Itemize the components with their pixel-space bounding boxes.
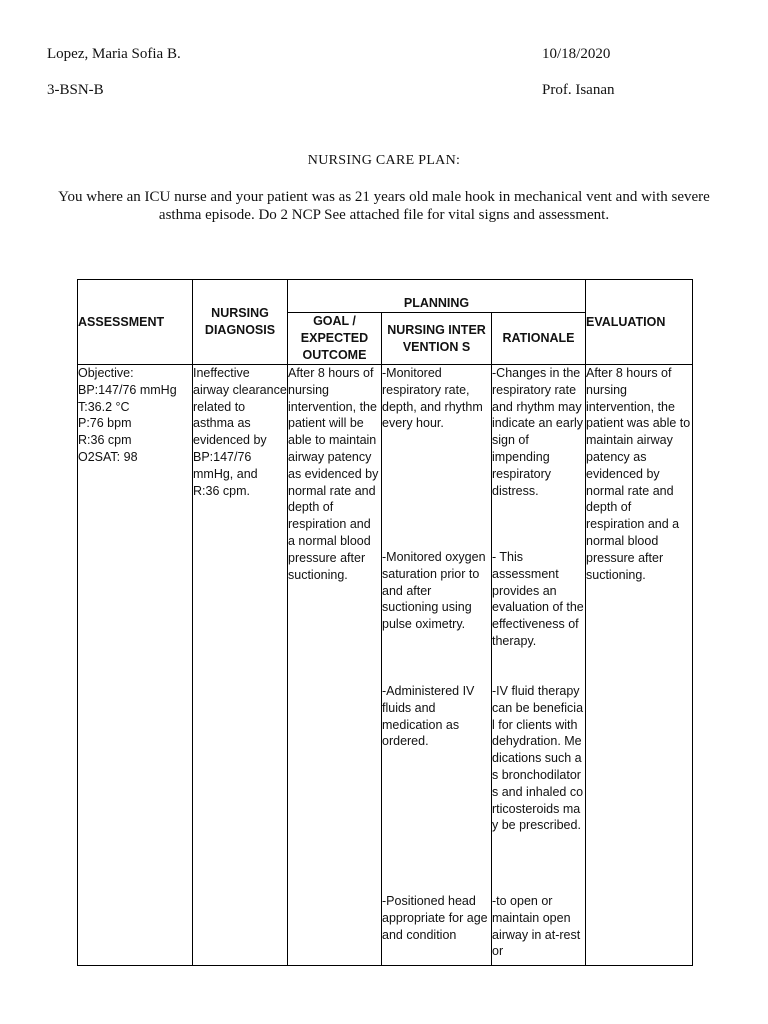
intervention-item: -Monitored respiratory rate, depth, and rhythm every hour. [382, 366, 483, 431]
header-planning: PLANNING [288, 280, 586, 313]
header-nursing-interventions: NURSING INTERVENTION S [382, 313, 492, 365]
intervention-item: -Administered IV fluids and medication as ordered. [382, 684, 475, 749]
professor-name: Prof. Isanan [542, 82, 615, 98]
header-goal-expected-outcome: GOAL / EXPECTED OUTCOME [288, 313, 382, 365]
intervention-item: -Monitored oxygen saturation prior to and after suctioning using pulse oximetry. [382, 550, 486, 632]
student-name: Lopez, Maria Sofia B. [47, 46, 181, 62]
assessment-cell: Objective: BP:147/76 mmHg T:36.2 °C P:76 bpm R:36 cpm O2SAT: 98 [78, 365, 193, 966]
header-nursing-diagnosis: NURSING DIAGNOSIS [193, 280, 288, 365]
header-assessment: ASSESSMENT [78, 280, 193, 365]
rationale-item: - This assessment provides an evaluation of the effectiveness of therapy. [492, 550, 584, 648]
diagnosis-cell: Ineffective airway clearance related to asthma as evidenced by BP:147/76 mmHg, and R:36 cpm. [193, 365, 288, 966]
header-rationale: RATIONALE [492, 313, 586, 365]
nursing-care-plan-table [77, 279, 693, 966]
document-title: NURSING CARE PLAN: [307, 153, 461, 168]
evaluation-cell: After 8 hours of nursing intervention, the patient was able to maintain airway patency as evidenced by normal rate and depth of respiration and a normal blood pressure after suctioning. [586, 365, 693, 966]
student-section: 3-BSN-B [47, 82, 104, 98]
interventions-cell [382, 365, 492, 966]
rationale-item: -to open or maintain open airway in at-rest or [492, 894, 581, 959]
goal-cell: After 8 hours of nursing intervention, the patient will be able to maintain airway patency as evidenced by normal rate and depth of respiration and a normal blood pressure after suctioning. [288, 365, 382, 966]
header-evaluation: EVALUATION [586, 280, 693, 365]
case-prompt: You where an ICU nurse and your patient was as 21 years old male hook in mechanical vent and with severe asthma episode. Do 2 NCP See attached file for vital signs and assessment. [58, 189, 710, 223]
intervention-item: -Positioned head appropriate for age and condition [382, 894, 488, 942]
rationale-item: -IV fluid therapy can be beneficial for clients with dehydration. Medications such as bronchodilators and inhaled corticosteroids may be prescribed. [492, 684, 584, 833]
rationale-cell [492, 365, 586, 966]
document-date: 10/18/2020 [542, 46, 611, 62]
rationale-item: -Changes in the respiratory rate and rhythm may indicate an early sign of impending respiratory distress. [492, 366, 584, 498]
